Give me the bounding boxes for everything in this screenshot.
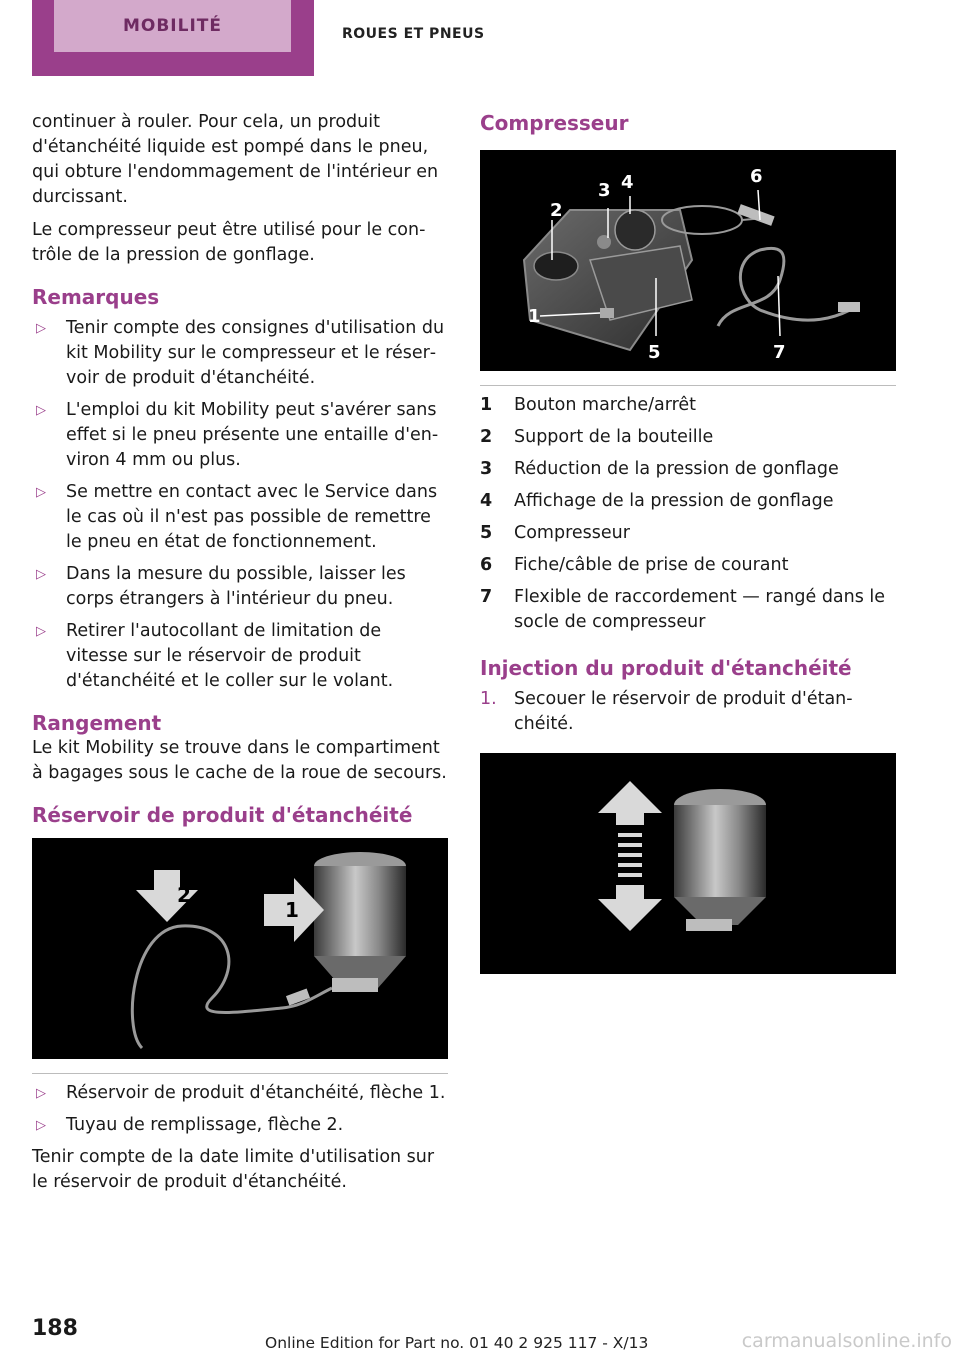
list-item [480, 585, 896, 635]
remarques-heading: Remarques [32, 285, 160, 309]
edition-note: Online Edition for Part no. 01 40 2 925 117 - X/13 [265, 1334, 649, 1352]
list-item-text: L'emploi du kit Mobility peut s'avérer sans effet si le pneu présente une entaille d'en‐viron 4 mm ou plus. [66, 400, 439, 470]
figure-label: 1 [285, 898, 299, 922]
compressor-parts-list [480, 393, 896, 635]
figure-label: 4 [621, 172, 634, 193]
list-item [32, 562, 448, 612]
bullet-triangle-icon: ▷ [36, 567, 46, 582]
injection-heading: Injection du produit d'étanchéité [480, 656, 852, 680]
page-number: 188 [32, 1316, 78, 1341]
figure-label: 3 [598, 180, 611, 201]
figure-label: 6 [750, 166, 763, 187]
compresseur-heading: Compresseur [480, 111, 629, 135]
chapter-title: ROUES ET PNEUS [342, 26, 485, 42]
list-item-text: Réservoir de produit d'étanchéité, flèche 1. [66, 1083, 446, 1103]
item-number: 4 [480, 491, 493, 511]
bullet-triangle-icon: ▷ [36, 624, 46, 639]
list-item [480, 393, 896, 418]
list-item-text: Tuyau de remplissage, flèche 2. [66, 1115, 344, 1135]
bullet-triangle-icon: ▷ [36, 403, 46, 418]
list-item [32, 1113, 448, 1138]
item-text: Flexible de raccordement — rangé dans le socle de compresseur [514, 587, 886, 632]
rangement-text: Le kit Mobility se trouve dans le compartiment à bagages sous le cache de la roue de secours. [32, 738, 447, 783]
figure-label: 2 [177, 883, 191, 907]
shake-reservoir-figure [480, 753, 896, 974]
sealant-reservoir-figure [32, 838, 448, 1059]
bullet-triangle-icon: ▷ [36, 321, 46, 336]
item-text: Compresseur [514, 523, 630, 543]
list-item [480, 489, 896, 514]
item-number: 2 [480, 427, 493, 447]
intro-paragraph: continuer à rouler. Pour cela, un produit d'étanchéité liquide est pompé dans le pneu, qui obture l'endommagement de l'intérieur en durcissant. [32, 112, 439, 207]
reservoir-list [32, 1081, 448, 1138]
bullet-triangle-icon: ▷ [36, 485, 46, 500]
item-number: 6 [480, 555, 493, 575]
divider [480, 385, 896, 386]
step-number: 1. [480, 689, 497, 709]
injection-steps [480, 687, 896, 737]
item-text: Support de la bouteille [514, 427, 714, 447]
list-item [32, 619, 448, 694]
left-column [32, 110, 448, 1203]
item-text: Affichage de la pression de gonflage [514, 491, 834, 511]
item-number: 7 [480, 587, 493, 607]
list-item [32, 480, 448, 555]
intro-paragraph: Le compresseur peut être utilisé pour le con‐trôle de la pression de gonflage. [32, 220, 426, 265]
list-item-text: Retirer l'autocollant de limitation de vitesse sur le réservoir de produit d'étanchéité et le coller sur le volant. [66, 621, 394, 691]
reservoir-note: Tenir compte de la date limite d'utilisation sur le réservoir de produit d'étanchéité. [32, 1147, 435, 1192]
item-text: Bouton marche/arrêt [514, 395, 697, 415]
site-watermark: carmanualsonline.info [741, 1330, 952, 1352]
shake-reservoir-illustration [480, 753, 896, 974]
list-item [32, 316, 448, 391]
compressor-illustration [480, 150, 896, 371]
rangement-heading: Rangement [32, 711, 162, 735]
figure-label: 5 [648, 342, 661, 363]
reservoir-heading: Réservoir de produit d'étanchéité [32, 803, 413, 827]
figure-label: 2 [550, 200, 563, 221]
compressor-figure [480, 150, 896, 371]
step-item [480, 687, 896, 737]
list-item [480, 521, 896, 546]
step-text: Secouer le réservoir de produit d'étan‐chéité. [514, 689, 853, 734]
sealant-reservoir-illustration [32, 838, 448, 1059]
item-text: Fiche/câble de prise de courant [514, 555, 789, 575]
section-tab [32, 0, 314, 76]
item-text: Réduction de la pression de gonflage [514, 459, 839, 479]
list-item-text: Tenir compte des consignes d'utilisation du kit Mobility sur le compresseur et le réser‐voir de produit d'étanchéité. [66, 318, 445, 388]
divider [32, 1073, 448, 1074]
figure-label: 1 [528, 306, 541, 327]
right-column [480, 110, 896, 988]
figure-label: 7 [773, 342, 786, 363]
list-item [32, 398, 448, 473]
list-item-text: Se mettre en contact avec le Service dans le cas où il n'est pas possible de remettre le pneu en état de fonctionnement. [66, 482, 438, 552]
bullet-triangle-icon: ▷ [36, 1086, 46, 1101]
item-number: 5 [480, 523, 493, 543]
section-tab-label: MOBILITÉ [54, 0, 291, 52]
list-item [480, 553, 896, 578]
item-number: 3 [480, 459, 493, 479]
list-item [480, 457, 896, 482]
bullet-triangle-icon: ▷ [36, 1118, 46, 1133]
list-item [32, 1081, 448, 1106]
item-number: 1 [480, 395, 493, 415]
remarques-list [32, 316, 448, 694]
list-item-text: Dans la mesure du possible, laisser les corps étrangers à l'intérieur du pneu. [66, 564, 406, 609]
list-item [480, 425, 896, 450]
